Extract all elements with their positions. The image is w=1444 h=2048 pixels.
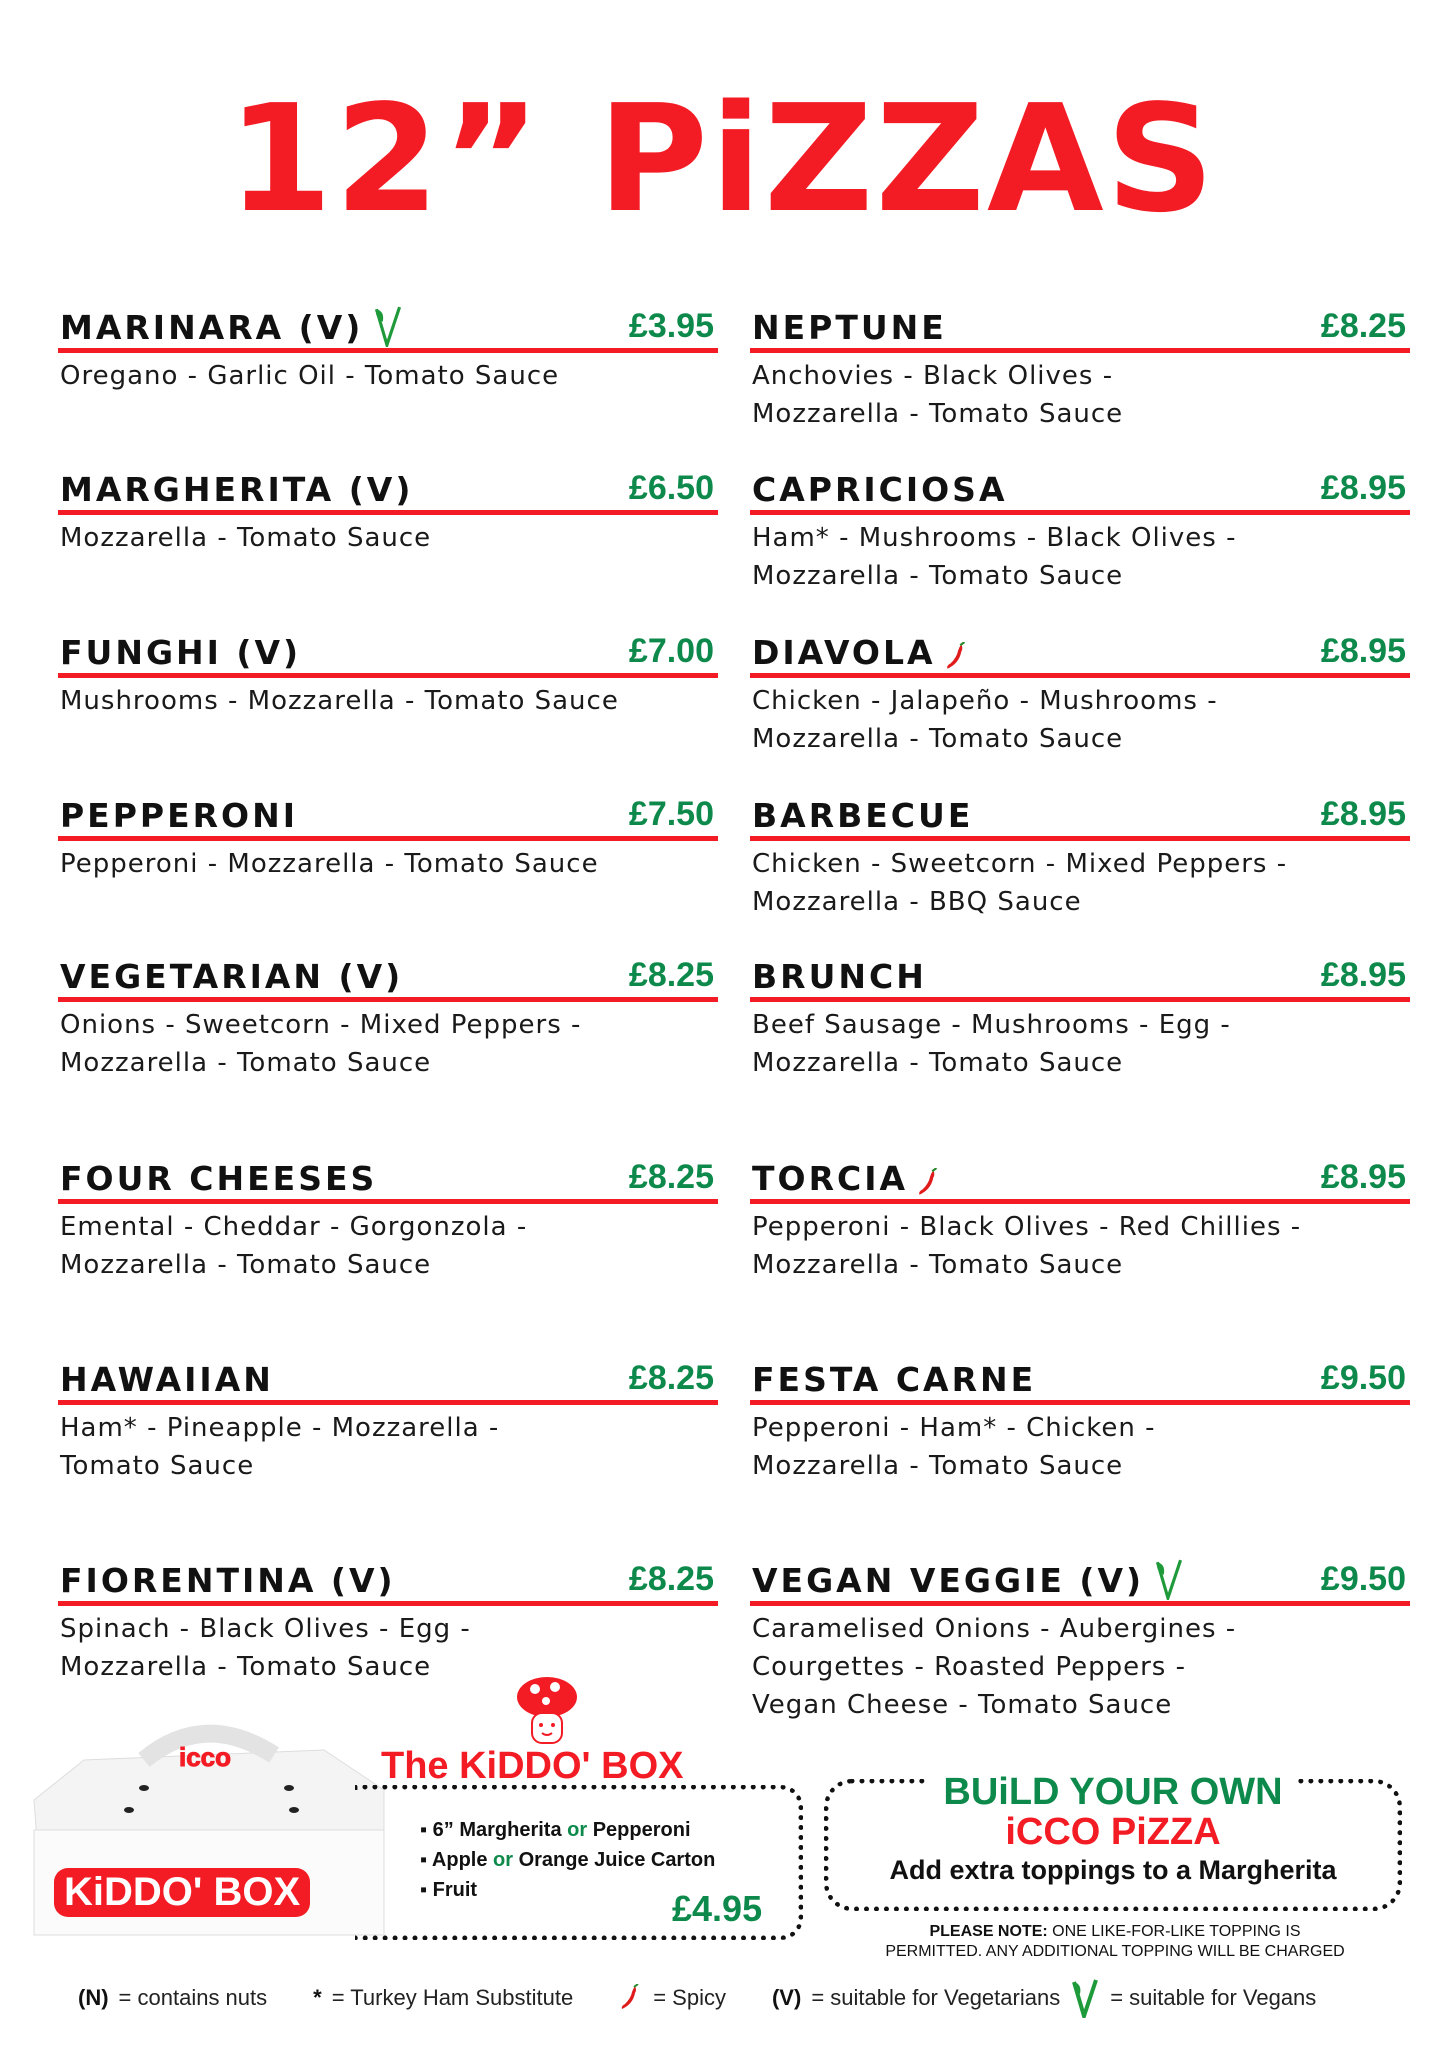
chili-icon [944,642,970,672]
menu-item [750,1358,1410,1485]
asterisk-symbol: * [313,1985,322,2010]
menu-item-description [750,682,1410,758]
menu-item-price: £7.00 [628,632,714,670]
menu-item-header [58,631,718,678]
kiddo-item-or: or [567,1819,588,1841]
menu-item-description [750,519,1410,595]
menu-item [750,955,1410,1082]
menu-item-description-line: Chicken - Sweetcorn - Mixed Peppers - [752,849,1288,879]
menu-item-name: BARBECUE [752,796,974,835]
kiddo-item: ▪ Apple or Orange Juice Carton [420,1849,716,1871]
menu-item [58,794,718,883]
menu-item-price: £8.95 [1320,469,1406,507]
menu-item-header [750,1559,1410,1606]
legend-ham: = Turkey Ham Substitute [331,1985,574,2010]
kiddo-box-image [24,1720,396,1940]
menu-item-description-line: Chicken - Jalapeño - Mushrooms - [752,686,1218,716]
menu-item-description-line: Onions - Sweetcorn - Mixed Peppers - [60,1010,582,1040]
vegan-leaf-icon [1152,1558,1186,1600]
menu-item-price: £8.25 [1320,307,1406,345]
menu-item-description [58,682,718,720]
menu-item-price: £8.95 [1320,1158,1406,1196]
menu-item [750,1559,1410,1724]
menu-item-header [750,1157,1410,1204]
menu-item-name-wrap [752,957,927,996]
legend-vegetarian: = suitable for Vegetarians [811,1985,1061,2010]
menu-item [750,1157,1410,1284]
menu-item-name: DIAVOLA [752,633,936,672]
menu-item-description-line: Mozzarella - BBQ Sauce [752,887,1082,917]
menu-item-name: CAPRICIOSA [752,470,1008,509]
menu-item-header [58,1358,718,1405]
vegetarian-symbol: (V) [771,1985,802,2010]
menu-item-price: £8.25 [628,1158,714,1196]
kiddo-item: ▪ 6” Margherita or Pepperoni [420,1819,691,1841]
menu-item-price: £8.95 [1320,956,1406,994]
menu-item-name-wrap [60,796,298,835]
menu-item [750,794,1410,921]
menu-item-name-wrap [752,1159,942,1198]
kiddo-box-label: KiDDO' BOX [54,1868,310,1917]
menu-item-description [750,845,1410,921]
menu-item-description [58,519,718,557]
menu-item-header [750,1358,1410,1405]
menu-item-name-wrap [752,470,1008,509]
menu-item [58,1559,718,1686]
menu-item [58,468,718,557]
menu-item-description-line: Mozzarella - Tomato Sauce [752,399,1124,429]
kiddo-item-or: or [493,1849,514,1871]
menu-item-description-line: Pepperoni - Mozzarella - Tomato Sauce [60,849,599,879]
menu-item-name: MARGHERITA (V) [60,470,414,509]
menu-item-price: £8.95 [1320,795,1406,833]
menu-item-description-line: Mozzarella - Tomato Sauce [60,523,432,553]
menu-item-header [58,1157,718,1204]
menu-item-description [750,1409,1410,1485]
menu-item-name: MARINARA (V) [60,308,364,347]
menu-item-description-line: Emental - Cheddar - Gorgonzola - [60,1212,528,1242]
menu-item-name-wrap [60,1561,396,1600]
menu-item-description [58,1006,718,1082]
menu-item-name: BRUNCH [752,957,927,996]
menu-item-name-wrap [752,308,947,347]
menu-item-price: £6.50 [628,469,714,507]
build-your-own-text: Add extra toppings to a Margherita [889,1855,1337,1885]
menu-item-description-line: Beef Sausage - Mushrooms - Egg - [752,1010,1231,1040]
kiddo-item-option: Orange Juice Carton [518,1849,716,1871]
legend-spicy: = Spicy [653,1985,726,2010]
menu-item-name: FOUR CHEESES [60,1159,378,1198]
note-text: PERMITTED. ANY ADDITIONAL TOPPING WILL BE CHARGED [885,1943,1345,1960]
menu-item-name: PEPPERONI [60,796,299,835]
menu-item-name: VEGETARIAN (V) [60,957,404,996]
menu-item-description [750,1610,1410,1724]
menu-item-name: TORCIA [752,1159,909,1198]
kiddo-item-option: Apple [431,1849,488,1871]
menu-item-name-wrap [752,796,973,835]
menu-item-price: £7.50 [628,795,714,833]
menu-item-name: VEGAN VEGGIE (V) [752,1561,1145,1600]
menu-item-description-line: Courgettes - Roasted Peppers - [752,1652,1186,1682]
menu-item-price: £8.25 [628,1560,714,1598]
menu-item-description [58,1610,718,1686]
menu-item-description [58,357,718,395]
menu-item-price: £9.50 [1320,1359,1406,1397]
chili-icon [619,1984,643,2012]
menu-item [750,468,1410,595]
menu-item-header [750,631,1410,678]
menu-item-description-line: Mozzarella - Tomato Sauce [752,1451,1124,1481]
kiddo-box-price: £4.95 [672,1888,763,1929]
menu-item-name-wrap [752,1360,1036,1399]
menu-item-description-line: Mozzarella - Tomato Sauce [752,1250,1124,1280]
menu-item-description-line: Caramelised Onions - Aubergines - [752,1614,1237,1644]
menu-item-description-line: Ham* - Mushrooms - Black Olives - [752,523,1237,553]
menu-item-description-line: Mushrooms - Mozzarella - Tomato Sauce [60,686,619,716]
menu-item-price: £3.95 [628,307,714,345]
menu-item [58,631,718,720]
menu-item-description-line: Pepperoni - Black Olives - Red Chillies - [752,1212,1302,1242]
menu-item-name-wrap [60,633,301,672]
menu-item [58,955,718,1082]
menu-item-header [750,468,1410,515]
please-note [830,1922,1400,1962]
menu-item-description-line: Ham* - Pineapple - Mozzarella - [60,1413,500,1443]
menu-item-header [58,955,718,1002]
kiddo-item-option: Fruit [432,1879,478,1901]
menu-item-name-wrap [752,633,970,672]
menu-item-name: NEPTUNE [752,308,947,347]
menu-item-description [58,845,718,883]
menu-item-name: FUNGHI (V) [60,633,302,672]
menu-item-description-line: Spinach - Black Olives - Egg - [60,1614,471,1644]
vegan-leaf-icon [1070,1978,1100,2018]
menu-item-name-wrap [752,1558,1186,1600]
chili-icon [916,1168,942,1198]
menu-item-header [750,955,1410,1002]
kiddo-box-title: The KiDDO' BOX [381,1745,684,1787]
menu-item-name: HAWAIIAN [60,1360,274,1399]
menu-item [58,1358,718,1485]
kiddo-box-logo: icco [179,1742,232,1772]
menu-item-description [750,357,1410,433]
menu-item-description-line: Mozzarella - Tomato Sauce [752,561,1124,591]
menu-item [750,631,1410,758]
kiddo-item-option: 6” Margherita [432,1819,562,1841]
menu-item-price: £8.25 [628,1359,714,1397]
build-your-own-heading: BUiLD YOUR OWN [929,1772,1296,1812]
menu-item-description-line: Anchovies - Black Olives - [752,361,1114,391]
nuts-symbol: (N) [78,1985,109,2010]
menu-item-description-line: Vegan Cheese - Tomato Sauce [752,1690,1173,1720]
menu-item-description [750,1006,1410,1082]
page-title: 12” PiZZAS [227,73,1217,245]
menu-item-description-line: Mozzarella - Tomato Sauce [60,1250,432,1280]
menu-item-description [58,1409,718,1485]
kiddo-item: ▪ Fruit [420,1879,478,1901]
menu-item-price: £9.50 [1320,1560,1406,1598]
menu-item-header [750,794,1410,841]
menu-item-header [58,306,718,353]
menu-item-name-wrap [60,1360,274,1399]
menu-item [58,1157,718,1284]
note-text: ONE LIKE-FOR-LIKE TOPPING IS [1052,1923,1301,1940]
menu-item-header [58,794,718,841]
menu-item-description-line: Mozzarella - Tomato Sauce [752,724,1124,754]
menu-item-header [750,306,1410,353]
menu-item-description-line: Tomato Sauce [60,1451,255,1481]
menu-item-name-wrap [60,470,413,509]
menu-item-header [58,468,718,515]
menu-item-description-line: Mozzarella - Tomato Sauce [752,1048,1124,1078]
menu-item-description-line: Mozzarella - Tomato Sauce [60,1652,432,1682]
menu-item-description-line: Oregano - Garlic Oil - Tomato Sauce [60,361,560,391]
menu-item-description-line: Mozzarella - Tomato Sauce [60,1048,432,1078]
menu-item-description [750,1208,1410,1284]
menu-item-name-wrap [60,305,405,347]
build-your-own-box [824,1771,1402,1911]
vegan-leaf-icon [371,305,405,347]
menu-item-description-line: Pepperoni - Ham* - Chicken - [752,1413,1156,1443]
legend-nuts: = contains nuts [118,1985,268,2010]
menu-item-description [58,1208,718,1284]
menu-item-price: £8.25 [628,956,714,994]
menu-item-header [58,1559,718,1606]
note-label: PLEASE NOTE: [929,1923,1048,1940]
menu-item-name-wrap [60,957,403,996]
legend [78,1978,1398,2018]
menu-item-price: £8.95 [1320,632,1406,670]
menu-item [58,306,718,395]
kiddo-item-option: Pepperoni [592,1819,691,1841]
menu-item [750,306,1410,433]
build-your-own-subheading: iCCO PiZZA [1005,1811,1221,1853]
menu-item-name: FIORENTINA (V) [60,1561,396,1600]
menu-item-name: FESTA CARNE [752,1360,1037,1399]
legend-vegan: = suitable for Vegans [1110,1985,1317,2010]
menu-item-name-wrap [60,1159,377,1198]
